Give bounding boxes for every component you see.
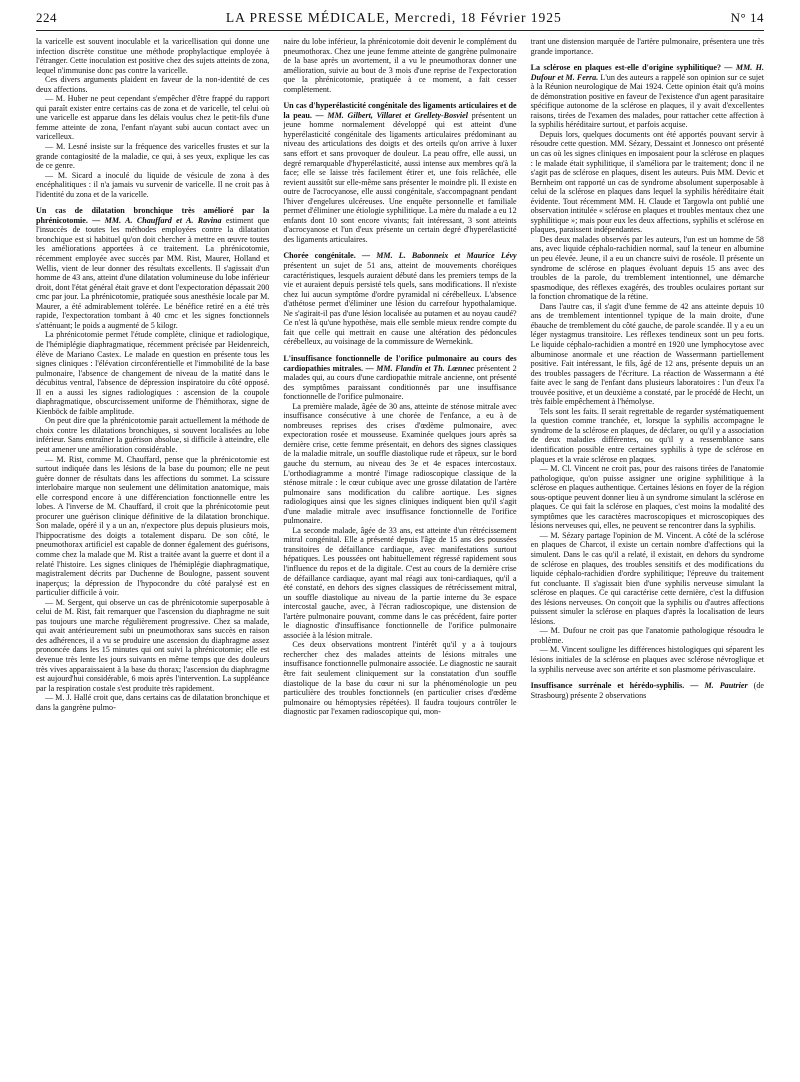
- page-number: 224: [36, 10, 57, 25]
- section-text: présentent un jeune homme normalement développé qui est atteint d'une hyperélasticité congénitale des ligaments articulaires prédominant au niveau des articulations des doigts et des orteils qu'on arrive à luxer sans effort et sans provoquer de douleur. La peau offre, elle aussi, un degré remarquable d'hyperélasticité, aussi intense aux membres qu'à la face; elle se laisse très facilement étirer et, une fois relâchée, elle revient aussitôt sur elle-même sans présenter le moindre pli. Il existe en outre de l'acrocyanose, elle aussi congénitale, s'accompagnant pendant l'hiver d'engelures ulcéreuses. Une enquête personnelle et familiale permet d'éliminer une étiologie syphilitique. La mère du malade a eu 12 enfants dont 10 sont encore vivants; fait intéressant, 3 sont atteints d'acrocyanose et l'un d'eux présente un certain degré d'hyperélasticité des ligaments articulaires.: [283, 110, 517, 244]
- paragraph: Depuis lors, quelques documents ont été apportés pouvant servir à résoudre cette question. MM. Sézary, Dessaint et Jonnesco ont présenté un cas où les signes cliniques en imposaient pour la sclérose en plaques : le malade était syphilitique, il s'améliora par le traitement; donc il ne s'agit pas de sclérose en plaques, disent les auteurs. Puis MM. Devic et Bernheim ont rapporté un cas de syndrome absolument superposable à celui de la sclérose en plaques dans lequel la syphilis héréditaire était évidente. Tout récemment MM. H. Claude et Targowla ont publié une observation intitulée « sclérose en plaques et troubles mentaux chez une syphilitique »; mais pour eux les deux affections, syphilis et sclérose en plaques, paraissent indépendantes.: [530, 129, 764, 235]
- paragraph: Des deux malades observés par les auteurs, l'un est un homme de 58 ans, avec liquide céphalo-rachidien normal, sauf la teneur en albumine un peu élevée. Jeune, il a eu un chancre suivi de roséole. Il présente un syndrome de sclérose en plaques évoluant depuis 15 ans avec des troubles de la parole, du tremblement intentionnel, une démarche spasmodique, des réflexes exagérés, des troubles oculaires portant sur la fonction chromatique de la rétine.: [530, 234, 764, 302]
- section-authors: — M. Pautrier: [690, 681, 748, 691]
- paragraph: naire du lobe inférieur, la phrénicotomie doit devenir le complément du pneumothorax. Chez une jeune femme atteinte de gangrène pulmonaire de la base après un avortement, il a vu le pneumothorax donner une amélioration, suivie au bout de 3 mois d'une reprise de l'expectoration que la phrénicotomie, pratiquée à ce moment, a fait cesser complètement.: [283, 37, 517, 94]
- paragraph: — M. Rist, comme M. Chauffard, pense que la phrénicotomie est surtout indiquée dans les lésions de la base du poumon; elle ne peut guère donner de résultats dans les affections du sommet. La scissure interlobaire marque non seulement une délimitation anatomique, mais elle correspond encore à une différenciation fonctionnelle entre les lobes. A l'inverse de M. Chauffard, il croit que la phrénicotomie peut procurer une guérison clinique définitive de la dilatation bronchique. Son malade, opéré il y a un an, n'expectore plus depuis plusieurs mois, l'hippocratisme des doigts a totalement disparu. De son côté, le pneumothorax artificiel est capable de donner également des guérisons, comme chez la malade que M. Rist a traitée avant la guerre et dont il a relaté l'histoire. Les signes cliniques de l'hémiplégie diaphragmatique, magistralement décrits par Duchenne de Boulogne, passent souvent inaperçus; la dépression de l'hypocondre du côté paralysé est en particulier difficile à voir.: [36, 454, 270, 598]
- paragraph: Ces divers arguments plaident en faveur de la non-identité de ces deux affections.: [36, 75, 270, 94]
- section-title: Insuffisance surrénale et hérédo-syphilis.: [530, 681, 685, 691]
- page-header: [36, 10, 764, 31]
- section-text: L'un des auteurs a rappelé son opinion sur ce sujet à la Réunion neurologique de Mai 1924. Cette opinion était qu'à moins de démonstration positive en faveur de l'existence d'un agent parasitaire spécifique autonome de la sclérose en plaques, il y avait d'excellentes raisons, tirées de l'examen des malades, pour rattacher cette affection à la syphilis héréditaire surtout, et parfois acquise.: [530, 72, 764, 130]
- paragraph: — M. Dufour ne croit pas que l'anatomie pathologique résoudra le problème.: [530, 626, 764, 645]
- paragraph: la varicelle est souvent inoculable et la varicellisation qui donne une infection discrète constitue une méthode prophylactique employée à l'étranger. Cette inoculation est positive chez des sujets atteints de zona, lequel n'immunise donc pas contre la varicelle.: [36, 37, 270, 75]
- paragraph: — M. Sicard a inoculé du liquide de vésicule de zona à des encéphalitiques : il n'a jamais vu survenir de varicelle. Il ne croit pas à l'identité du zona et de la varicelle.: [36, 170, 270, 199]
- section-authors: — MM. A. Chauffard et A. Ravina: [92, 215, 222, 225]
- paragraph: — M. Sézary partage l'opinion de M. Vincent. A côté de la sclérose en plaques de Charcot, il existe un certain nombre d'affections qui la simulent. Dans le cas qu'il a relaté, il existait, en dehors du syndrome de sclérose en plaques, des troubles sensitifs et des modifications du liquide céphalo-rachidien d'ordre syphilitique; l'épreuve du traitement fut concluante. Il s'agissait bien d'une syphilis nerveuse simulant la sclérose en plaques. Ce qui caractérise cette dernière, c'est la diffusion des lésions nerveuses. On conçoit que la syphilis ou d'autres affections puissent simuler la sclérose en plaques d'après la localisation de leurs lésions.: [530, 530, 764, 626]
- paragraph: — M. Huber ne peut cependant s'empêcher d'être frappé du rapport qui paraît exister entre certains cas de zona et de varicelle, tel celui où une varicelle est apparue dans les délais voulus chez le petit-fils d'une femme atteinte de zona, l'enfant n'ayant subi aucun contact avec un varicelleux.: [36, 94, 270, 142]
- section-text: présentent un sujet de 51 ans, atteint de mouvements choréiques caractéristiques, lesquels auraient débuté dans les premiers temps de la vie et auraient depuis persisté tels quels, sans modifications. Il n'existe chez lui aucun symptôme d'ordre pyramidal ni cérébelleux. L'absence d'athétose permet d'éliminer une lésion du carrefour hypothalamique. Ne s'agirait-il pas d'une lésion localisée au putamen et au noyau caudé? Ce n'est là qu'une hypothèse, mais elle semble mieux rendre compte du fait que celle qui mettrait en cause une altération des pédoncules cérébelleux, au voisinage de la commissure de Wernekink.: [283, 261, 517, 347]
- section-heading: [283, 354, 516, 402]
- section-heading: [531, 681, 764, 700]
- paragraph: Ces deux observations montrent l'intérêt qu'il y a à toujours rechercher chez des malades atteints de lésions mitrales une insuffisance fonctionnelle pulmonaire associée. Le diagnostic ne saurait être fait seulement cliniquement sur la constatation d'un souffle diastolique de la base du cœur ni sur la phénoménologie un peu particulière des troubles fonctionnels (en particulier crises d'œdème pulmonaire ou hémoptysies répétées). Il faudra toujours contrôler le diagnostic par l'examen radioscopique qui, mon-: [283, 640, 517, 717]
- section-authors: — MM. H. Dufour et M. Ferra.: [530, 63, 764, 82]
- section-heading: [531, 63, 764, 130]
- section-heading: [36, 206, 269, 330]
- section-authors: — MM. Gilbert, Villaret et Grellety-Bosviel: [315, 110, 468, 120]
- section-text: (de Strasbourg) présente 2 observations: [530, 681, 764, 700]
- paragraph: La première malade, âgée de 30 ans, atteinte de sténose mitrale avec insuffisance consécutive à une chorée de l'enfance, a eu à de nombreuses reprises des crises d'œdème pulmonaire, avec expectoration rosée et mousseuse. Examinée quelques jours après sa dernière crise, cette femme présentait, en dehors des signes classiques de la maladie mitrale, un souffle diastolique rude et râpeux, sur le bord gauche du sternum, au niveau des 3e et 4e espaces intercostaux. L'orthodiagramme a montré l'image radioscopique classique de la sténose mitrale : le cœur cubique avec une grosse dilatation de l'artère pulmonaire sans modification du calibre aortique. Les signes radiologiques ainsi que les signes cliniques indiquent bien qu'il s'agit d'une maladie mitrale avec insuffisance fonctionnelle de l'orifice pulmonaire.: [283, 401, 517, 526]
- paragraph: Dans l'autre cas, il s'agit d'une femme de 42 ans atteinte depuis 10 ans de tremblement intentionnel typique de la main droite, d'une ébauche de tremblement du côté gauche, de parole scandée. Il y a eu un léger nystagmus transitoire. Les réflexes tendineux sont un peu forts. Le liquide céphalo-rachidien a montré en 1920 une lymphocytose avec albuminose anormale et une réaction de Wassermann partiellement positive. Fait intéressant, le fils, âgé de 12 ans, présente depuis un an des troubles passagers de l'écriture. La réaction de Wassermann a été faite avec le sang de l'enfant dans plusieurs laboratoires : l'un d'eux l'a trouvée positive, et un deuxième a constaté, par le procédé de Hecht, un très faible empêchement à l'hémolyse.: [530, 301, 764, 407]
- journal-title: LA PRESSE MÉDICALE, Mercredi, 18 Février 1925: [225, 10, 562, 25]
- paragraph: trant une distension marquée de l'artère pulmonaire, présentera une très grande importance.: [530, 37, 764, 56]
- section-title: Chorée congénitale.: [283, 251, 356, 261]
- section-title: L'insuffisance fonctionnelle de l'orifice pulmonaire au cours des cardiopathies mitrales.: [283, 353, 517, 373]
- paragraph: On peut dire que la phrénicotomie parait actuellement la méthode de choix contre les dilatations bronchiques, si souvent localisées au lobe inférieur. Sans entraîner la guérison absolue, si difficile à atteindre, elle peut amener une amélioration considérable.: [36, 416, 270, 454]
- column-3: [531, 37, 764, 717]
- section-text: présentent 2 malades qui, au cours d'une cardiopathie mitrale ancienne, ont présenté des symptômes paraissant conditionnés par une insuffisance fonctionnelle de l'orifice pulmonaire.: [283, 363, 517, 402]
- column-1: [36, 37, 269, 717]
- section-title: Un cas d'hyperélasticité congénitale des ligaments articulaires et de la peau.: [283, 101, 517, 120]
- paragraph: — M. Cl. Vincent ne croit pas, pour des raisons tirées de l'anatomie pathologique, qu'on puisse assigner une origine syphilitique à la sclérose en plaques authentique. Certaines lésions en foyer de la région sous-optique peuvent donner lieu à un syndrome simulant la sclérose en plaques. Ce qui fait la sclérose en plaques, c'est moins la modalité des symptômes que les caractères macroscopiques et microscopiques des lésions nerveuses qui, elles, ne peuvent se rencontrer dans la syphilis.: [530, 464, 764, 531]
- article-columns: [36, 37, 764, 717]
- section-text: estiment que l'insuccès de toutes les méthodes employées contre la dilatation bronchique est si habituel qu'on doit chercher à mettre en œuvre toutes les améliorations apportées à ce traitement. La phrénicotomie, récemment employée avec succès par MM. Rist, Maurer, Holland et Wellis, vient de leur donner des résultats excellents. Il s'agissait d'un homme de 43 ans, atteint d'une dilatation volumineuse du lobe inférieur droit, dont l'état général était grave et dont l'expectoration dépassait 200 cmc par jour. La phrénicotomie, pratiquée sous anesthésie locale par M. Maurer, a été admirablement tolérée. Le bénéfice retiré en a été très rapide, l'expectoration tombant à 40 cmc et les signes fonctionnels s'atténuant; le poids a augmenté de 5 kilogr.: [36, 215, 270, 330]
- paragraph: La phrénicotomie permet l'étude complète, clinique et radiologique, de l'hémiplégie diaphragmatique, récemment précisée par Heidenreich, élève de Mariano Castex. Le malade en question en présente tous les signes cliniques : l'élévation circonférentielle et l'immobilité de la base pulmonaire, l'absence de changement de niveau de la matité dans le décubitus ventral, l'absence de dépression inspiratoire du côté opposé. Il en a aussi les signes radiologiques : ascension de la coupole diaphragmatique, obscurcissement uniforme de l'hémithorax, signe de Kienböck de faible amplitude.: [36, 330, 270, 416]
- paragraph: — M. Vincent souligne les différences histologiques qui séparent les lésions initiales de la sclérose en plaques avec sclérose névroglique et la syphilis nerveuse avec son artérite et son plasmome périvasculaire.: [530, 645, 764, 674]
- paragraph: — M. J. Hallé croit que, dans certains cas de dilatation bronchique et dans la gangrène pulmo-: [36, 693, 270, 712]
- paragraph: — M. Lesné insiste sur la fréquence des varicelles frustes et sur la grande contagiosité de la maladie, ce qui, à ses yeux, explique les cas de ce genre.: [36, 142, 270, 171]
- section-authors: — MM. L. Babonneix et Maurice Lévy: [361, 251, 517, 261]
- section-heading: [283, 101, 516, 244]
- issue-number: N° 14: [730, 10, 764, 25]
- paragraph: La seconde malade, âgée de 33 ans, est atteinte d'un rétrécissement mitral congénital. Elle a présenté depuis l'âge de 15 ans des poussées transitoires de défaillance cardiaque, avec manifestations surtout hépatiques. Les poussées ont habituellement régressé rapidement sous l'influence du repos et de la digitale. C'est au cours de la dernière crise de défaillance cardiaque, ayant mal réagi aux toni-cardiaques, qu'il a été constaté, en dehors des signes classiques de rétrécissement mitral, un souffle diastolique au niveau de la partie interne du 3e espace intercostal gauche, avec, à l'écran radioscopique, une distension de l'artère pulmonaire pouvant, comme dans le cas précédent, faire porter le diagnostic d'insuffisance fonctionnelle de l'orifice pulmonaire associée à la lésion mitrale.: [283, 525, 517, 640]
- section-title: La sclérose en plaques est-elle d'origine syphilitique?: [530, 63, 722, 73]
- section-authors: — MM. Flandin et Th. Lœnnec: [365, 363, 475, 373]
- paragraph: Tels sont les faits. Il serait regrettable de regarder systématiquement la question comme tranchée, et, lorsque la syphilis accompagne le syndrome de la sclérose en plaques, de déclarer, ou qu'il y a association de deux maladies différentes, ou qu'il y a ressemblance sans identification possible entre certaines syphilis à type de sclérose en plaques et la vraie sclérose en plaques.: [530, 406, 764, 464]
- paragraph: — M. Sergent, qui observe un cas de phrénicotomie superposable à celui de M. Rist, fait remarquer que l'ascension du diaphragme ne suit pas toujours une marche régulièrement progressive. Chez sa malade, qui avait antérieurement subi un pneumothorax sans succès en raison des adhérences, il a vu se produire une ascension du diaphragme assez prononcée dans les 15 minutes qui ont suivi la phrénicotomie; elle est devenue très lente les jours suivants en même temps que des douleurs très vives apparaissaient à la base du thorax; l'ascension du diaphragme est aujourd'hui considérable, 6 mois après l'intervention. La suppléance par la respiration costale s'est produite très rapidement.: [36, 597, 270, 693]
- section-title: Un cas de dilatation bronchique très amélioré par la phrénicotomie.: [36, 206, 270, 225]
- section-heading: [283, 251, 516, 346]
- column-2: [283, 37, 516, 717]
